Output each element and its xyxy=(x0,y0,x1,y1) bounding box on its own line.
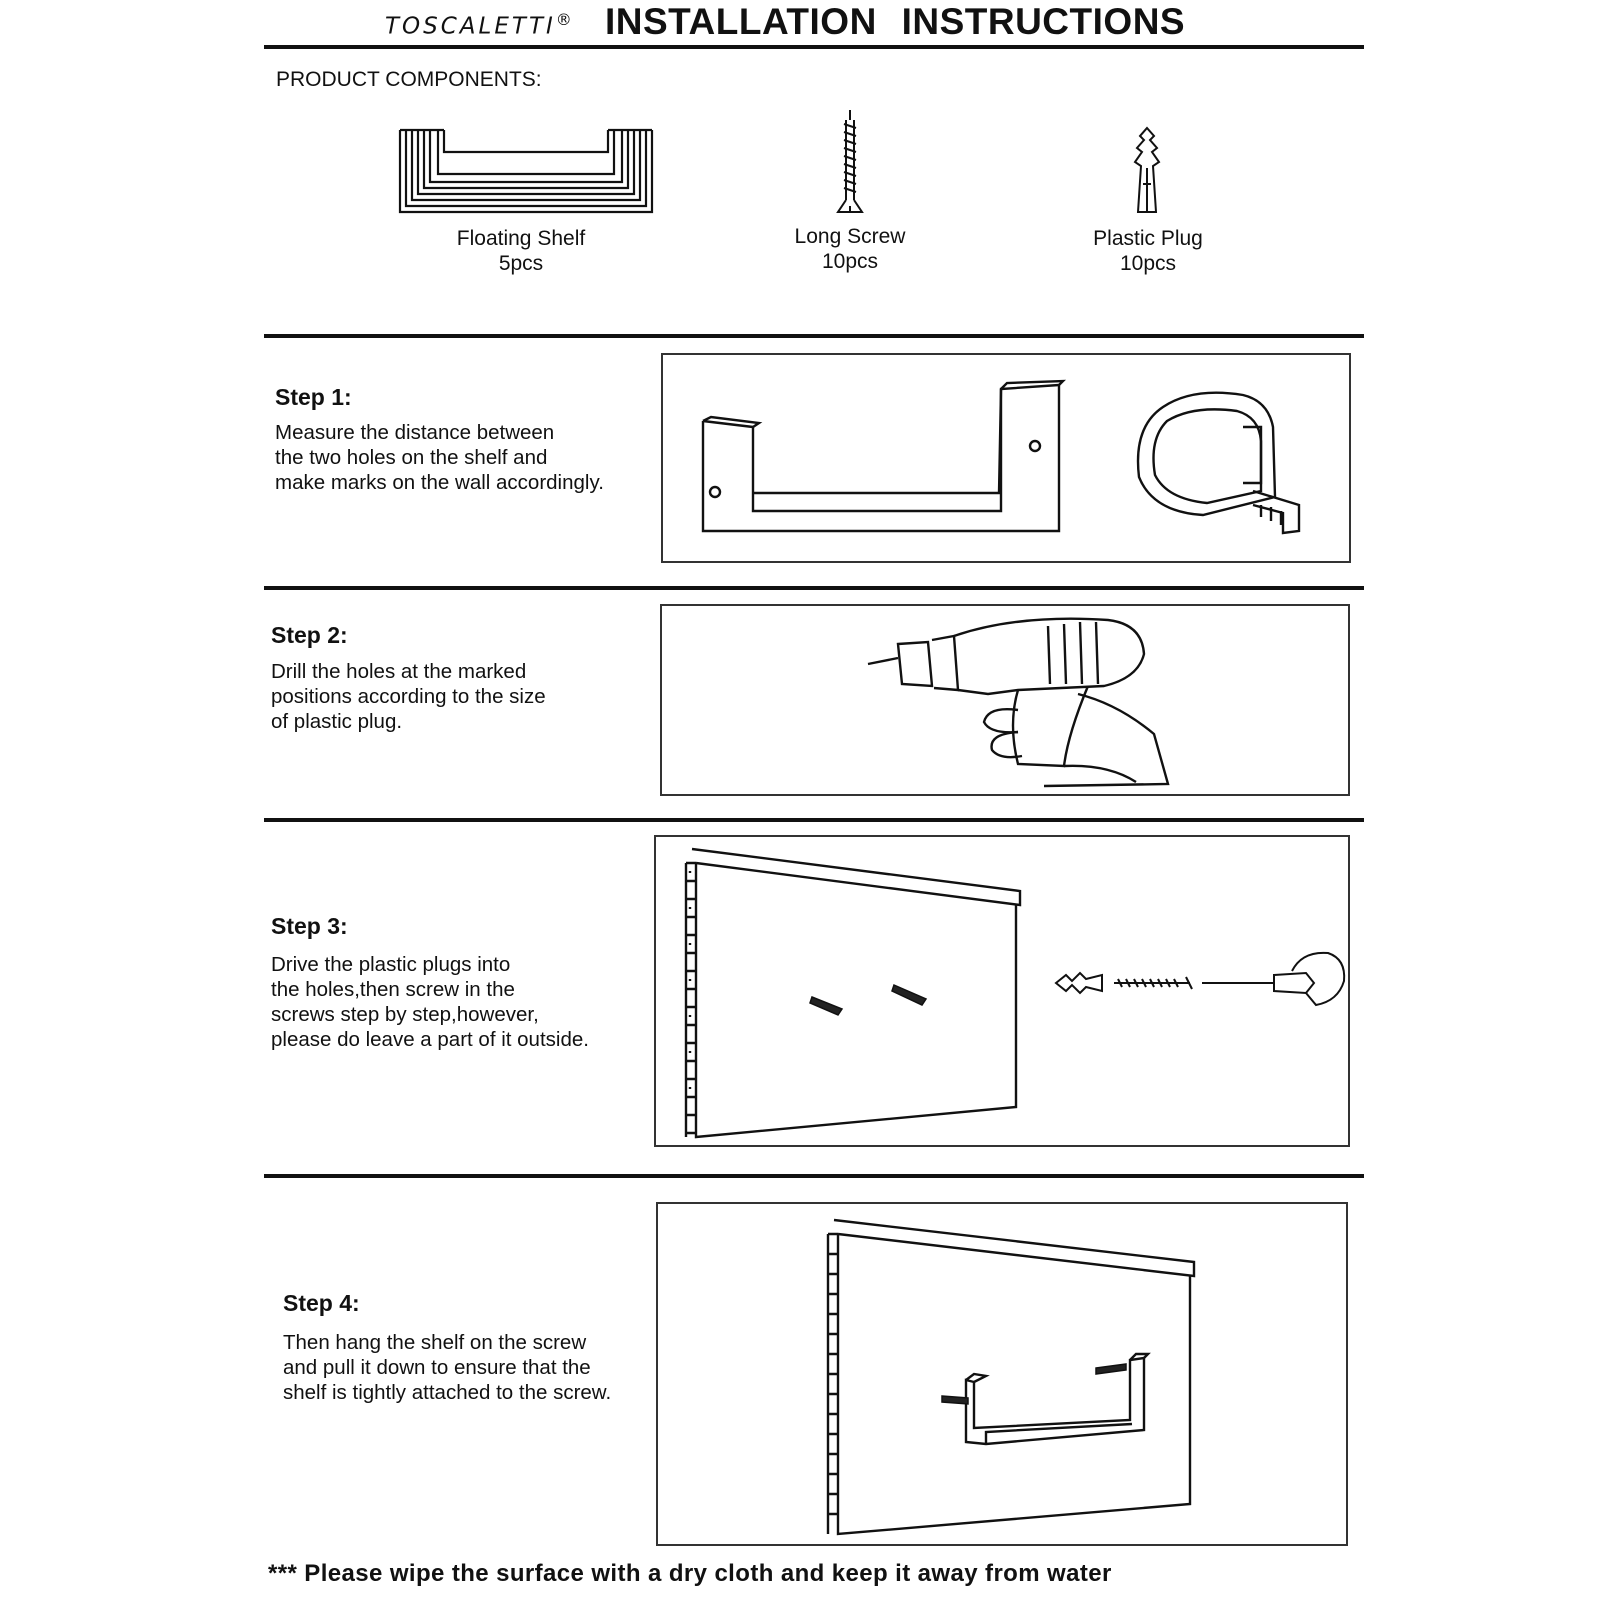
tape-measure-icon xyxy=(1133,387,1303,537)
long-screw-icon xyxy=(835,108,865,216)
plug-screw-screwdriver-icon xyxy=(1052,951,1348,1021)
step-1-title: Step 1: xyxy=(275,384,352,410)
step-4-text: Then hang the shelf on the screw and pull it down to ensure that the shelf is tightly attached to the screw. xyxy=(283,1331,612,1404)
components-label: PRODUCT COMPONENTS: xyxy=(276,68,542,91)
wall-with-shelf-drawing xyxy=(826,1220,1196,1536)
care-note: *** Please wipe the surface with a dry cloth and keep it away from water xyxy=(268,1560,1112,1587)
step-4-title: Step 4: xyxy=(283,1290,360,1316)
component-long-screw xyxy=(720,224,980,274)
section-divider xyxy=(264,586,1364,590)
step-2-text: Drill the holes at the marked positions according to the size of plastic plug. xyxy=(271,660,546,733)
brand-name: TOSCALETTI xyxy=(385,13,556,40)
brand-logo xyxy=(385,10,575,40)
hand-drill-icon xyxy=(868,614,1168,786)
component-name: Floating Shelf xyxy=(456,227,586,250)
registered-mark: ® xyxy=(555,10,575,29)
floating-shelf-icon xyxy=(398,128,654,214)
step-1-illustration xyxy=(661,353,1351,563)
step-2-title: Step 2: xyxy=(271,622,348,648)
component-floating-shelf xyxy=(391,226,651,276)
step-3-text: Drive the plastic plugs into the holes,then screw in the screws step by step,however, please do leave a part of it outside. xyxy=(271,953,589,1051)
step-3-title: Step 3: xyxy=(271,913,348,939)
header-divider xyxy=(264,45,1364,49)
component-qty: 10pcs xyxy=(1119,252,1177,275)
page-title: INSTALLATION INSTRUCTIONS xyxy=(605,1,1186,42)
section-divider xyxy=(264,1174,1364,1178)
section-divider xyxy=(264,334,1364,338)
component-name: Plastic Plug xyxy=(1093,227,1203,250)
step-3-illustration xyxy=(654,835,1350,1147)
wall-shelf-drawing xyxy=(701,381,1071,531)
step-4-illustration xyxy=(656,1202,1348,1546)
component-qty: 5pcs xyxy=(498,252,544,275)
wall-with-plugs-drawing xyxy=(682,849,1022,1139)
component-name: Long Screw xyxy=(794,225,906,248)
component-qty: 10pcs xyxy=(821,250,879,273)
plastic-plug-icon xyxy=(1130,126,1164,216)
section-divider xyxy=(264,818,1364,822)
component-plastic-plug xyxy=(1018,226,1278,276)
step-1-text: Measure the distance between the two holes on the shelf and make marks on the wall accordingly. xyxy=(275,421,604,494)
step-2-illustration xyxy=(660,604,1350,796)
